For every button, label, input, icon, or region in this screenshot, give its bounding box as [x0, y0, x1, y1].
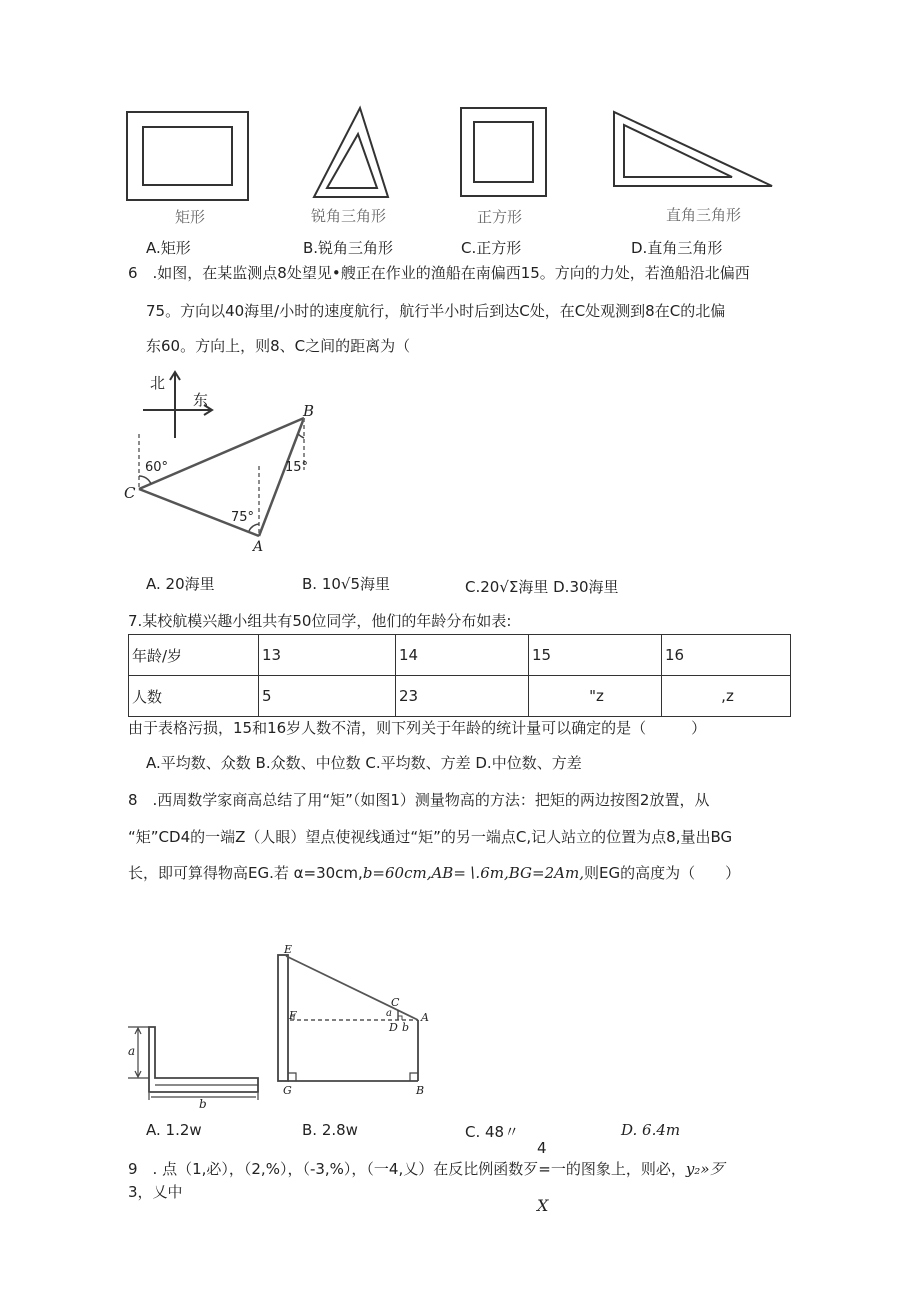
q5-option-d: D.直角三角形	[631, 239, 723, 257]
q8-line-3-part-a: 长，即可算得物高EG.若 α=30cm,	[128, 864, 363, 882]
ruler-a-label: a	[128, 1044, 136, 1058]
q8-line-1: 8 .西周数学家商高总结了用“矩”（如图1）测量物高的方法：把矩的两边按图2放置，从	[128, 791, 710, 809]
point-b-label-q8: B	[416, 1084, 425, 1097]
point-b-label: B	[303, 402, 315, 420]
point-g-label: G	[283, 1084, 292, 1097]
q6-option-cd: C.20√Σ海里 D.30海里	[465, 578, 619, 596]
q6-line-2: 75。方向以40海里/小时的速度航行，航行半小时后到达C处，在C处观测到8在C的北偏	[146, 302, 726, 320]
q5-option-a: A.矩形	[146, 239, 191, 257]
q9-line-1	[128, 1162, 725, 1177]
q6-line-3: 东60。方向上，则8、C之间的距离为（	[146, 337, 411, 355]
angle-75-label: 75°	[231, 510, 255, 525]
q8-option-a: A. 1.2w	[146, 1121, 202, 1139]
q6-line-1: 6 .如图，在某监测点8处望见•艘正在作业的渔船在南偏西15。方向的力处，若渔船沿北偏西	[128, 264, 750, 282]
east-label: 东	[193, 391, 209, 409]
q7-after-text: 由于表格污损，15和16岁人数不清，则下列关于年龄的统计量可以确定的是（ ）	[128, 719, 707, 737]
table-cell: 15	[529, 635, 662, 676]
point-c-label: C	[124, 484, 136, 502]
point-d-label: D	[389, 1021, 398, 1034]
shape-label-rectangle: 矩形	[175, 208, 206, 226]
shape-label-square: 正方形	[477, 208, 523, 226]
table-cell: 13	[259, 635, 396, 676]
segment-a-label: a	[386, 1008, 392, 1019]
table-cell: 23	[396, 676, 529, 717]
q8-line-3-part-c: 则EG的高度为（ ）	[583, 864, 741, 882]
q9-line-1-tail: y₂»歹	[685, 1160, 725, 1178]
table-cell: 14	[396, 635, 529, 676]
angle-15-label: 15°	[285, 460, 309, 475]
q7-options: A.平均数、众数 B.众数、中位数 C.平均数、方差 D.中位数、方差	[146, 754, 582, 772]
q5-option-b: B.锐角三角形	[303, 239, 394, 257]
ruler-b-label: b	[199, 1097, 207, 1111]
q8-option-d: D. 6.4m	[621, 1121, 681, 1139]
segment-b-label: b	[402, 1021, 410, 1034]
shape-label-acute-triangle: 锐角三角形	[311, 207, 387, 225]
point-f-label: F	[289, 1009, 297, 1022]
shape-label-right-triangle: 直角三角形	[666, 206, 742, 224]
table-cell: 年龄/岁	[129, 635, 259, 676]
q5-option-c: C.正方形	[461, 239, 522, 257]
point-c-label-q8: C	[391, 996, 400, 1009]
q9-line-2: 3，乂中	[128, 1183, 183, 1201]
q6-option-a: A. 20海里	[146, 575, 215, 593]
north-label: 北	[150, 374, 166, 392]
table-cell: ,z	[662, 676, 791, 717]
q8-line-2: “矩”CD4的一端Z（人眼）望点使视线通过“矩”的另一端点C,记人站立的位置为点8,量出BG	[128, 828, 733, 846]
table-cell: 人数	[129, 676, 259, 717]
q8-option-c: C. 48〃	[465, 1123, 520, 1141]
table-cell: 5	[259, 676, 396, 717]
q6-option-b: B. 10√5海里	[302, 575, 391, 593]
q7-stem: 7.某校航模兴趣小组共有50位同学，他们的年龄分布如表:	[128, 612, 512, 630]
q9-line-1-text: 9 . 点（1,必），（2,%），（-3,%），（一4,乂）在反比例函数歹=一的图象上，则必，	[128, 1160, 686, 1178]
angle-60-label: 60°	[145, 460, 169, 475]
table-cell: "z	[529, 676, 662, 717]
fraction-numerator: 4	[537, 1139, 547, 1157]
point-a-label-q8: A	[421, 1011, 429, 1024]
q8-option-b: B. 2.8w	[302, 1121, 358, 1139]
fraction-denominator-x: X	[537, 1196, 549, 1215]
point-e-label: E	[284, 943, 293, 956]
table-cell: 16	[662, 635, 791, 676]
point-a-label: A	[253, 539, 264, 555]
q8-line-3-part-b: b=60cm,AB=∖.6m,BG=2Am,	[362, 864, 584, 882]
